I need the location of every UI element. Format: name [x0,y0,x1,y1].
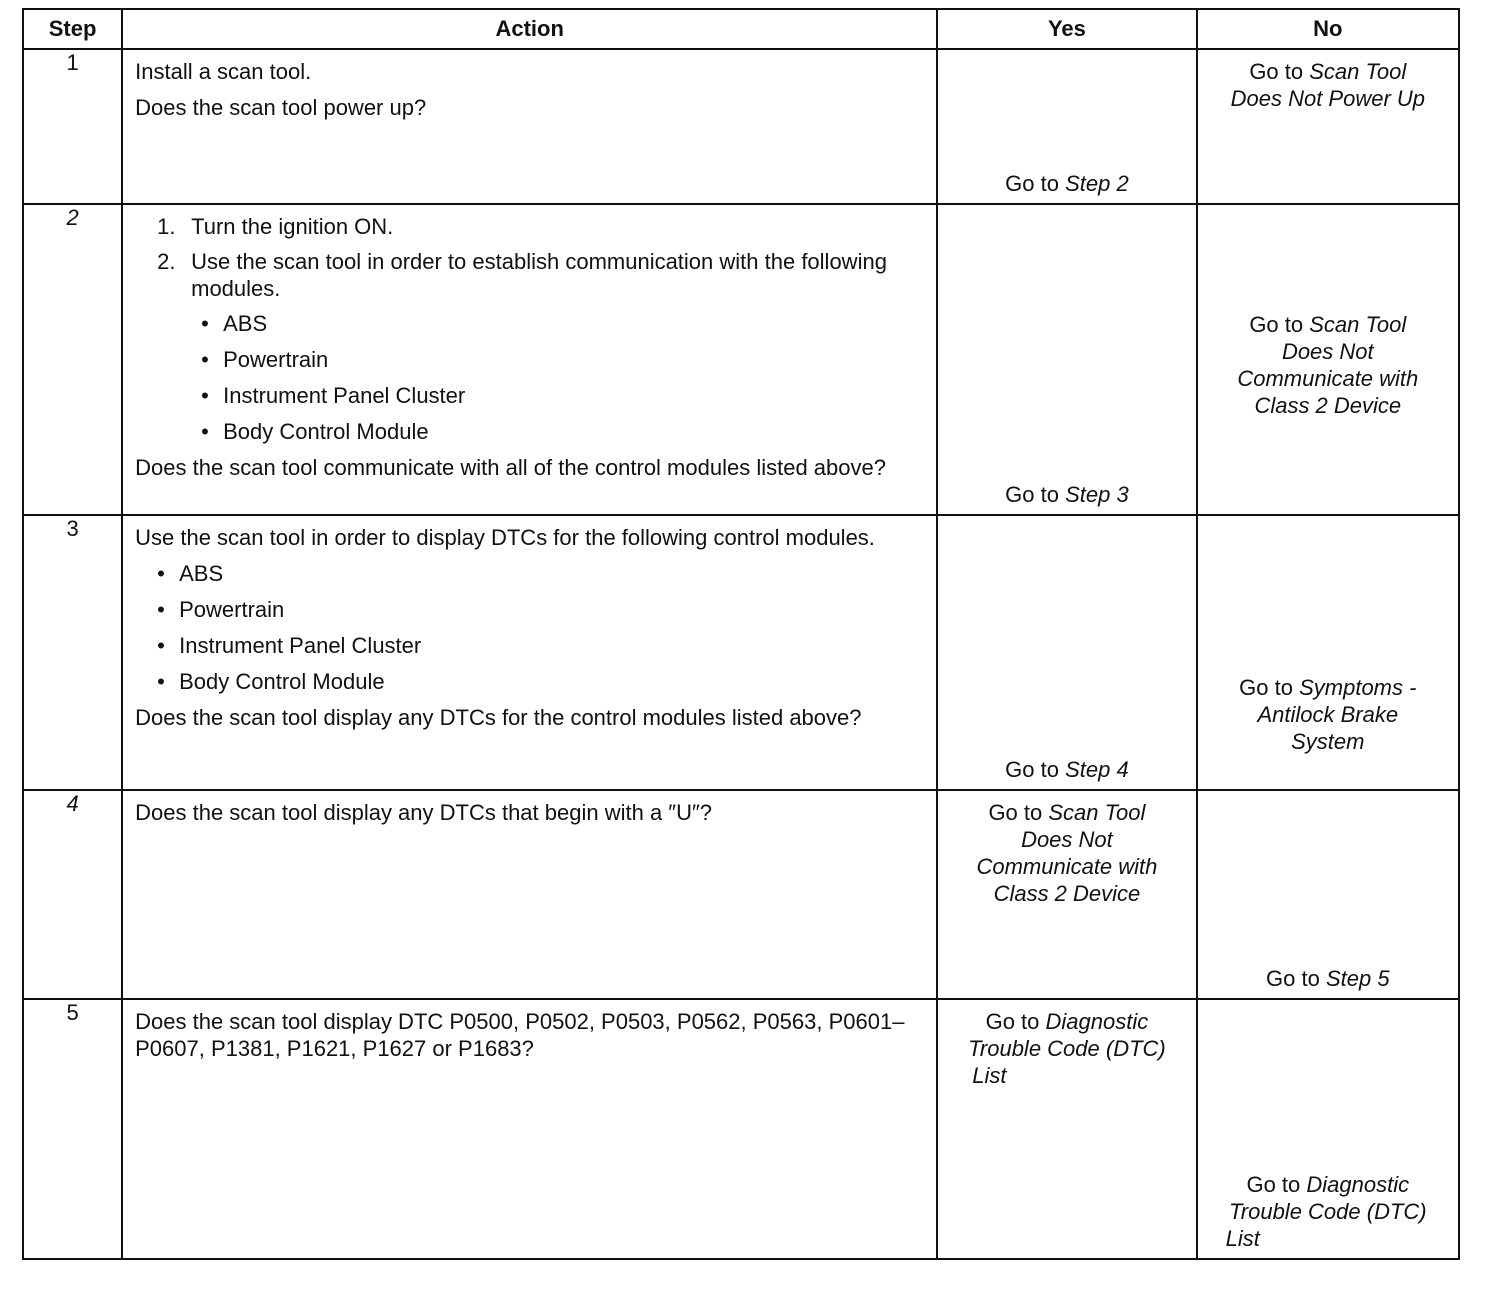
yes-cell [937,515,1196,790]
action-text: Install a scan tool. [135,59,312,84]
goto-label: Go to [1005,757,1059,782]
yes-cell [937,49,1196,204]
action-cell [122,790,937,999]
goto-label: Go to [1249,59,1304,84]
action-question: Does the scan tool power up? [135,95,427,120]
goto-target: Scan Tool [1048,800,1146,825]
goto-target: Does Not [1021,827,1113,852]
action-cell [122,204,937,515]
goto-target: Communicate with [976,854,1158,879]
header-step: Step [23,9,122,49]
goto-target: Antilock Brake [1257,702,1399,727]
no-goto[interactable] [1198,674,1458,755]
list-item: • ABS [157,561,224,586]
no-cell [1197,204,1459,515]
goto-label: Go to [1005,171,1059,196]
header-action: Action [122,9,937,49]
table-row [23,790,1459,999]
list-item: • Body Control Module [201,419,429,444]
action-question: Does the scan tool display any DTCs for the control modules listed above? [135,705,862,730]
no-cell [1197,790,1459,999]
goto-target: Does Not Power Up [1230,86,1426,111]
goto-target: Class 2 Device [993,881,1141,906]
action-question: Does the scan tool communicate with all of the control modules listed above? [135,455,886,480]
no-cell [1197,515,1459,790]
goto-target: Diagnostic [1306,1172,1410,1197]
goto-label: Go to [1239,675,1293,700]
goto-target: Step 3 [1065,482,1129,507]
goto-target: List [1225,1226,1260,1251]
goto-label: Go to [988,800,1043,825]
table-row [23,999,1459,1259]
diagnostic-table [22,8,1460,1260]
yes-goto[interactable] [938,170,1195,197]
goto-target: Step 5 [1325,966,1390,991]
step-number: 3 [23,515,122,790]
table-row [23,49,1459,204]
action-question: Does the scan tool display DTC P0500, P0502, P0503, P0562, P0563, P0601–P0607, P1381, P1621, P1627 or P1683? [135,1009,905,1061]
goto-label: Go to [1266,966,1320,991]
header-yes: Yes [937,9,1196,49]
list-item: • Instrument Panel Cluster [157,633,422,658]
list-item: • Powertrain [201,347,329,372]
header-row [23,9,1459,49]
no-goto[interactable] [1198,965,1458,992]
goto-label: Go to [985,1009,1040,1034]
yes-goto[interactable] [938,799,1195,907]
goto-target: Step 2 [1065,171,1129,196]
action-text: Use the scan tool in order to display DTCs for the following control modules. [135,525,875,550]
goto-target: Trouble Code (DTC) [1228,1199,1427,1224]
yes-goto[interactable] [938,1008,1195,1089]
list-item: • Powertrain [157,597,285,622]
goto-target: Scan Tool [1309,312,1407,337]
numbered-item: 2. Use the scan tool in order to establish communication with the following modules. [157,249,887,301]
list-item: • ABS [201,311,268,336]
goto-target: System [1291,729,1365,754]
no-cell [1197,999,1459,1259]
goto-target: Step 4 [1065,757,1129,782]
action-cell [122,999,937,1259]
no-goto[interactable] [1198,311,1458,419]
no-cell [1197,49,1459,204]
step-number: 1 [23,49,122,204]
table-row [23,204,1459,515]
goto-target: Diagnostic [1045,1009,1149,1034]
list-item: • Instrument Panel Cluster [201,383,466,408]
no-goto[interactable] [1198,58,1458,112]
goto-target: List [972,1063,1007,1088]
goto-label: Go to [1246,1172,1301,1197]
goto-target: Communicate with [1237,366,1419,391]
goto-target: Symptoms - [1299,675,1417,700]
yes-cell [937,999,1196,1259]
yes-cell [937,790,1196,999]
action-cell [122,515,937,790]
action-question: Does the scan tool display any DTCs that begin with a ″U″? [135,800,712,825]
goto-label: Go to [1249,312,1304,337]
step-number: 5 [23,999,122,1259]
goto-label: Go to [1005,482,1059,507]
table-row [23,515,1459,790]
header-no: No [1197,9,1459,49]
list-item: • Body Control Module [157,669,385,694]
numbered-item: 1. Turn the ignition ON. [157,214,394,239]
goto-target: Does Not [1281,339,1374,364]
yes-cell [937,204,1196,515]
step-number: 4 [23,790,122,999]
goto-target: Trouble Code (DTC) [968,1036,1166,1061]
goto-target: Class 2 Device [1254,393,1402,418]
action-cell [122,49,937,204]
no-goto[interactable] [1198,1171,1458,1252]
step-number: 2 [23,204,122,515]
yes-goto[interactable] [938,756,1195,783]
goto-target: Scan Tool [1309,59,1407,84]
yes-goto[interactable] [938,481,1195,508]
